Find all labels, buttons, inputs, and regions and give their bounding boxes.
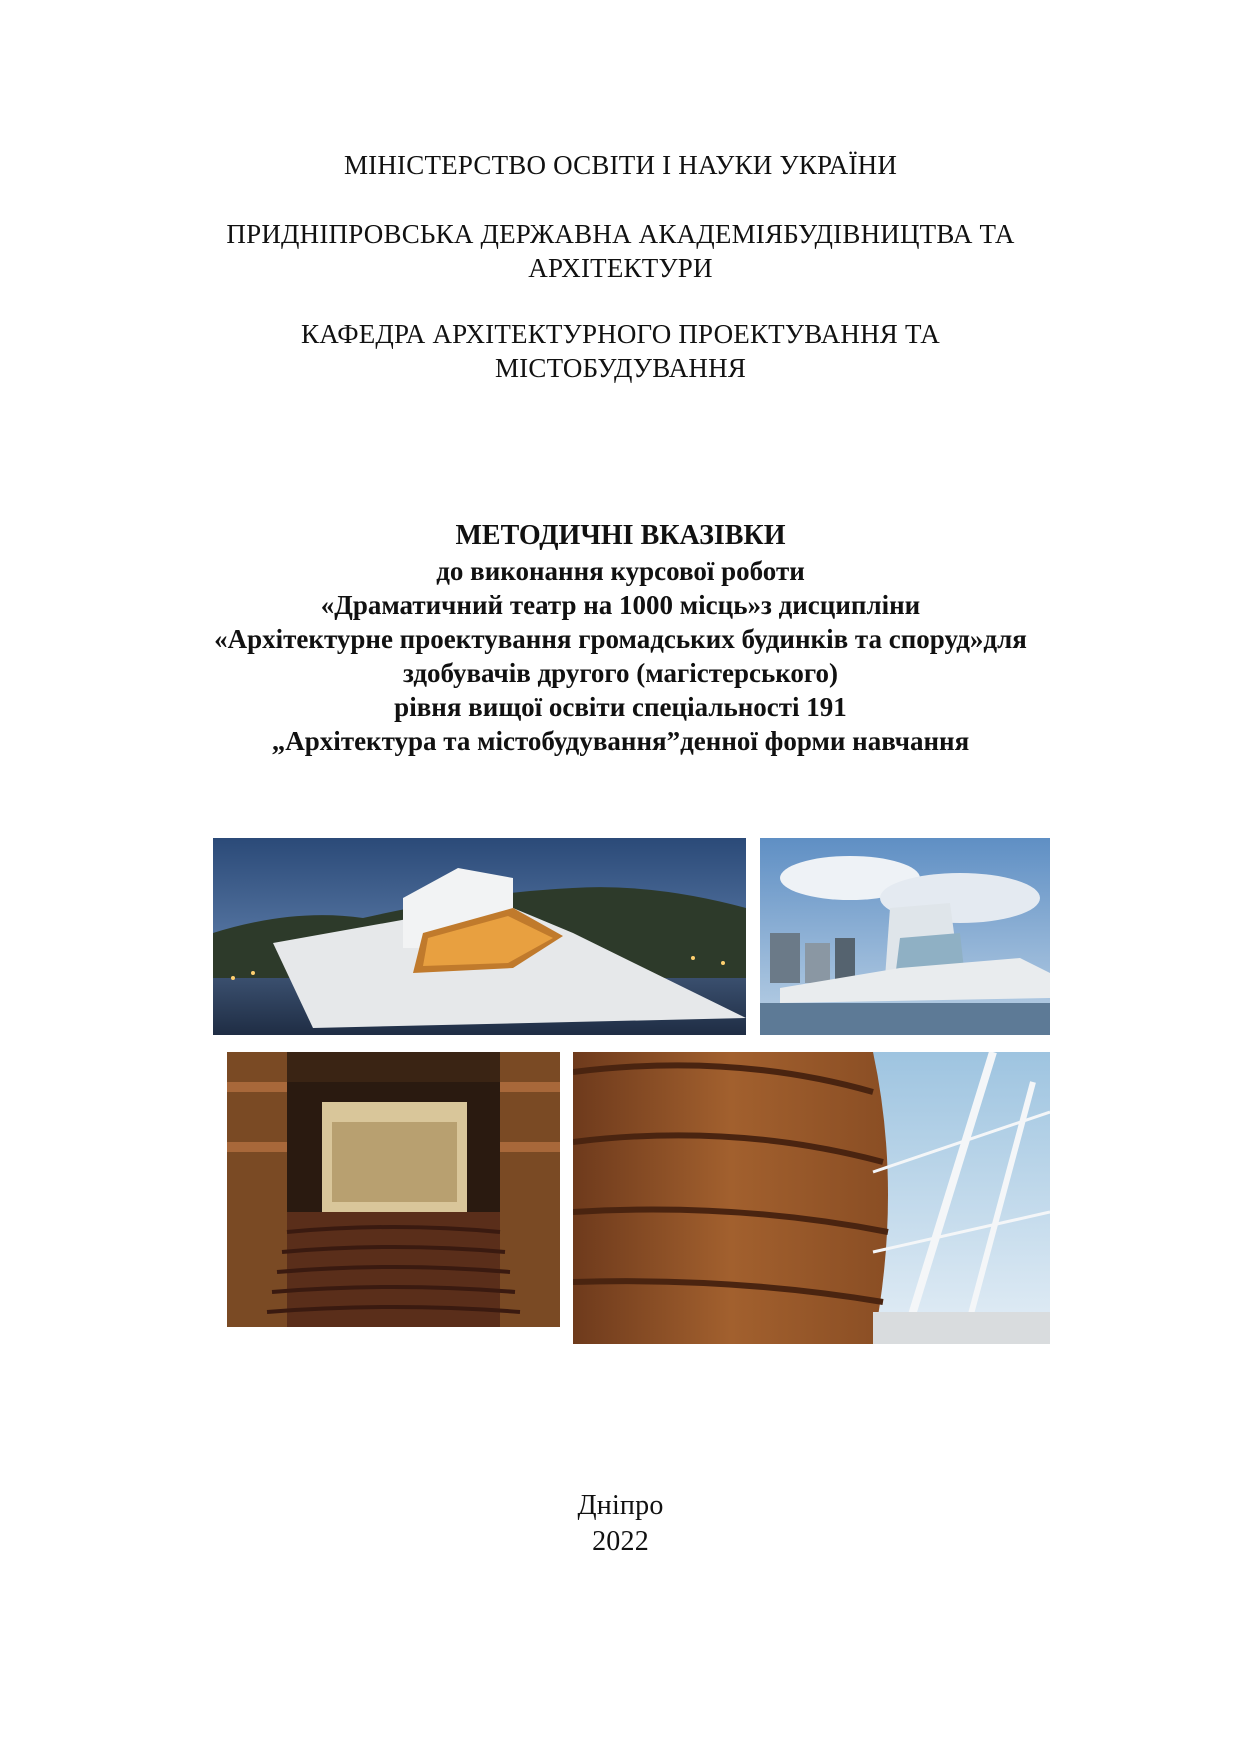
- document-title: МЕТОДИЧНІ ВКАЗІВКИ: [455, 520, 786, 551]
- year: 2022: [592, 1526, 649, 1557]
- opera-house-foyer-wood-wall-photo: [573, 1052, 1050, 1344]
- title-line: «Архітектурне проектування громадських будинків та споруд»для: [214, 624, 1027, 654]
- city: Дніпро: [577, 1490, 664, 1521]
- title-line: до виконання курсової роботи: [436, 556, 805, 586]
- opera-house-exterior-evening-photo: [213, 838, 746, 1035]
- department-name-line2: МІСТОБУДУВАННЯ: [494, 353, 747, 383]
- academy-name-line2: АРХІТЕКТУРИ: [528, 253, 713, 283]
- department-name-line1: КАФЕДРА АРХІТЕКТУРНОГО ПРОЕКТУВАННЯ ТА: [300, 319, 940, 349]
- title-line: „Архітектура та містобудування”денної форми навчання: [271, 726, 970, 756]
- academy-name-line1: ПРИДНІПРОВСЬКА ДЕРЖАВНА АКАДЕМІЯБУДІВНИЦТВА ТА: [226, 219, 1015, 249]
- theatre-auditorium-photo: [227, 1052, 560, 1327]
- title-line: рівня вищої освіти спеціальності 191: [394, 692, 847, 722]
- opera-house-exterior-day-photo: [760, 838, 1050, 1035]
- title-line: здобувачів другого (магістерського): [402, 658, 839, 688]
- ministry-name: МІНІСТЕРСТВО ОСВІТИ І НАУКИ УКРАЇНИ: [343, 150, 898, 180]
- title-line: «Драматичний театр на 1000 місць»з дисципліни: [320, 590, 921, 620]
